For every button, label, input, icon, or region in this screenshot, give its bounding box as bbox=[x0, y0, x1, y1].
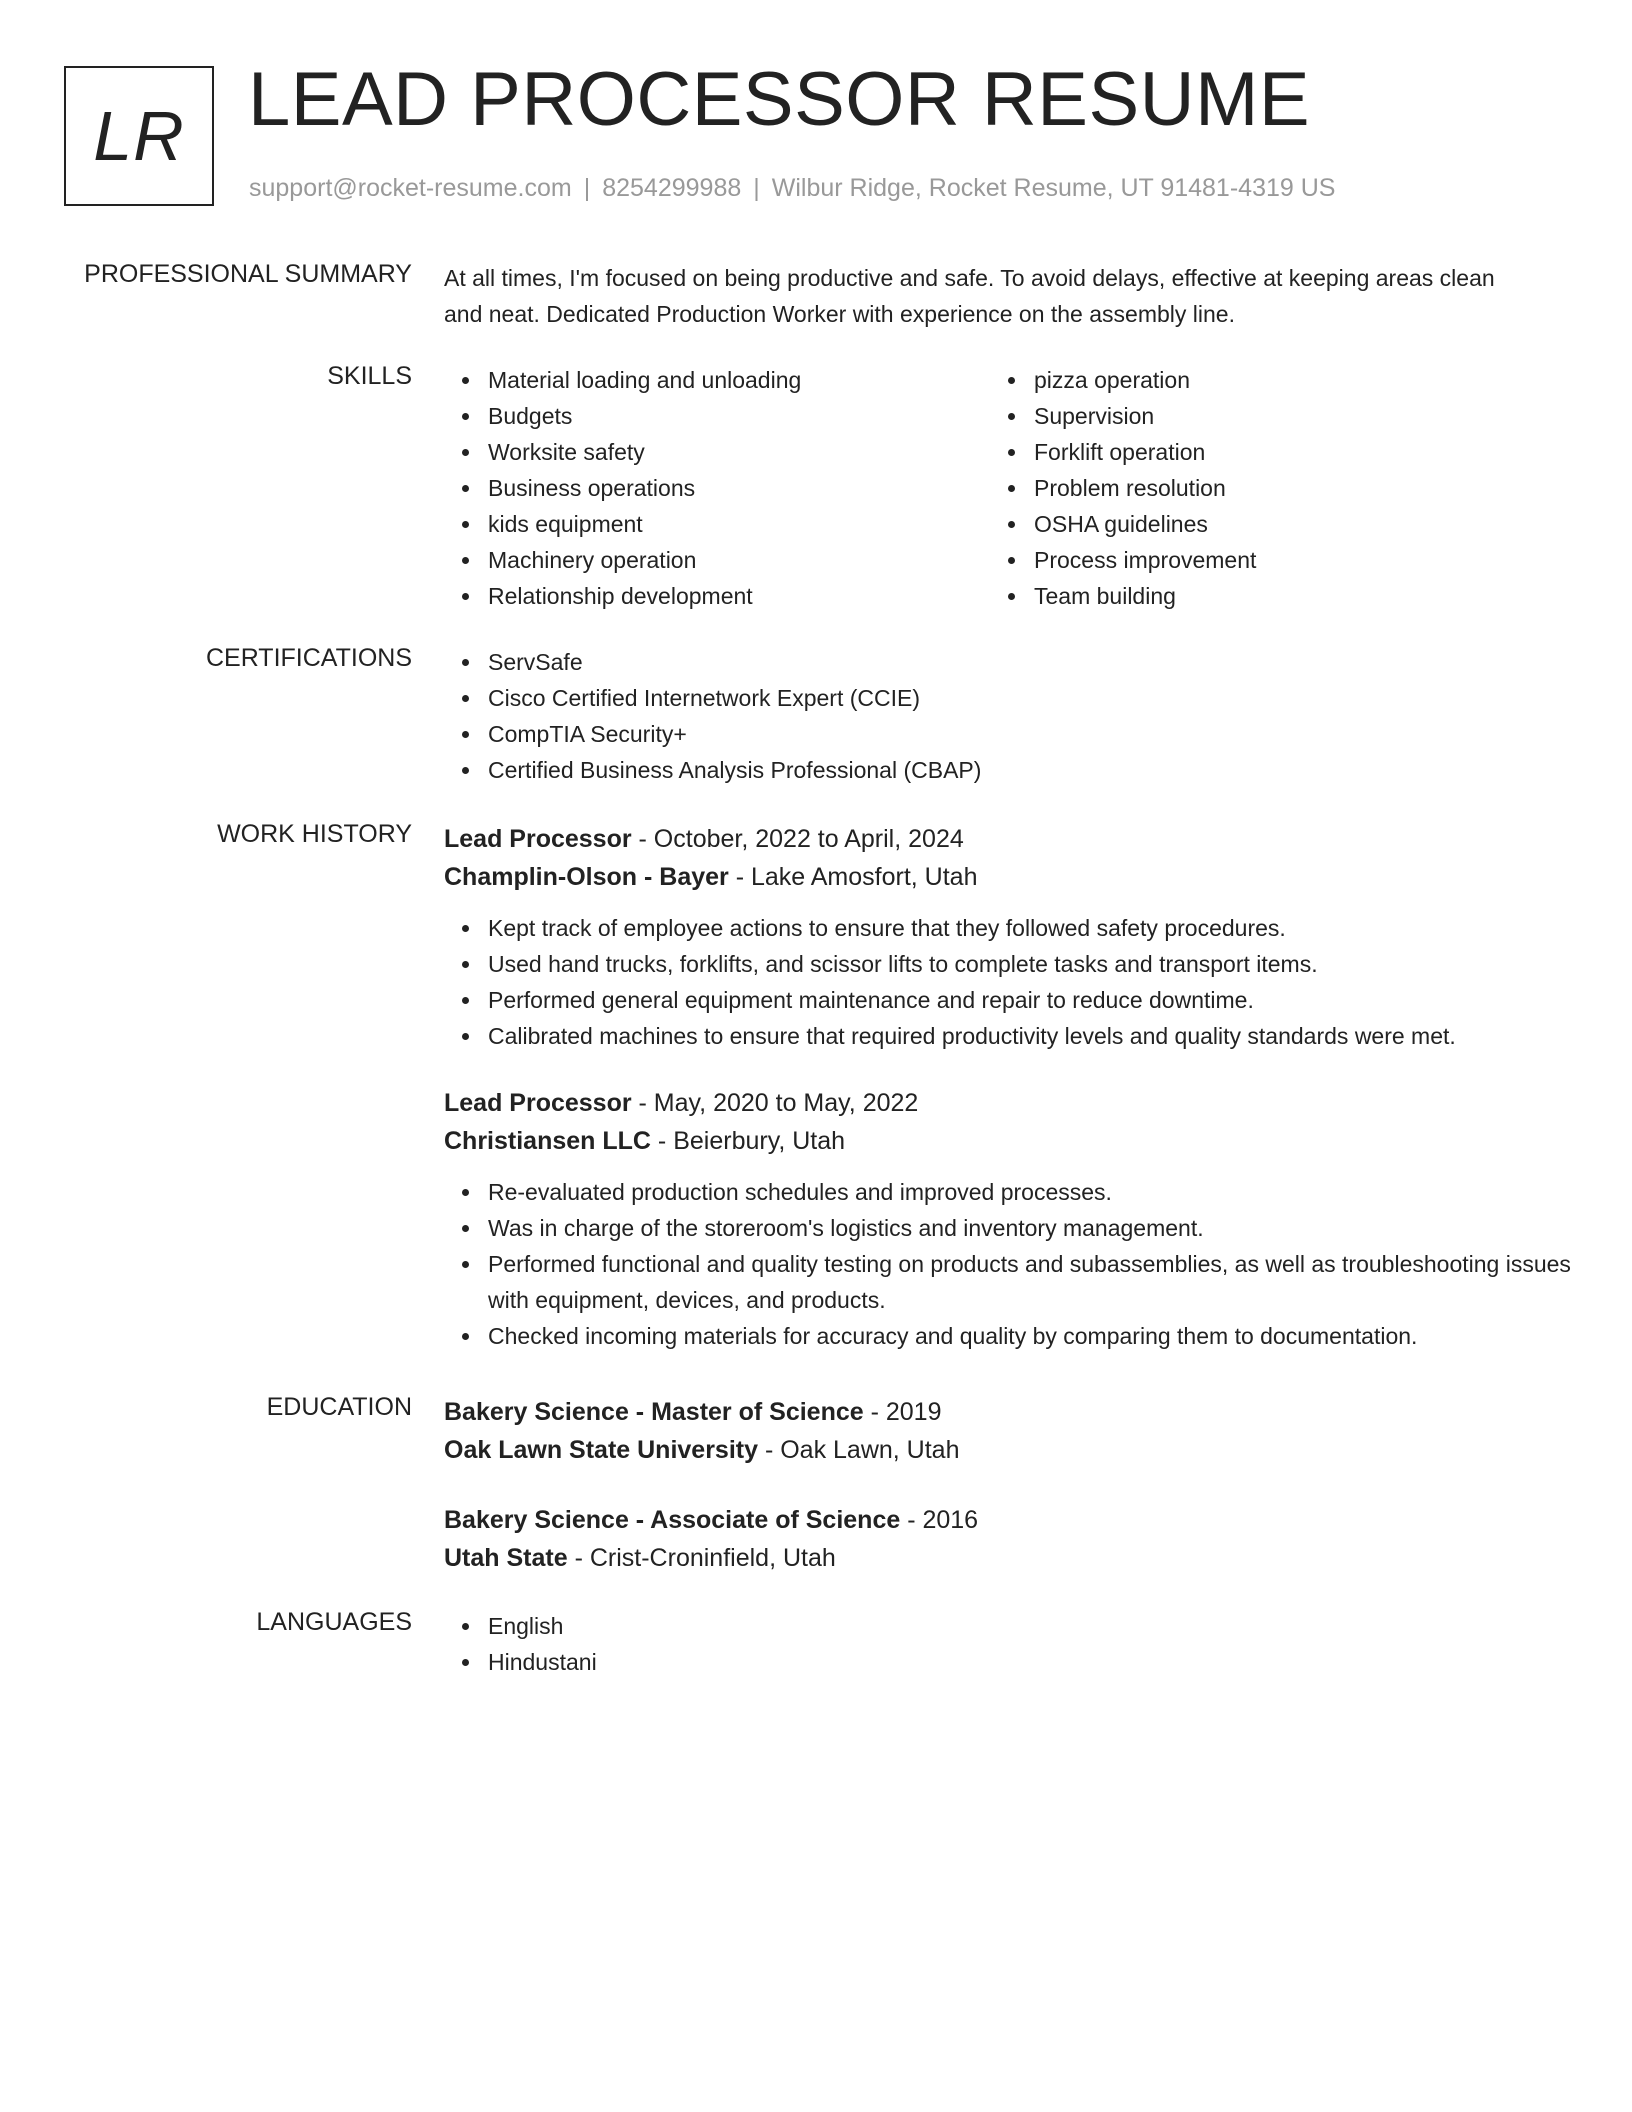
certification-item: CompTIA Security+ bbox=[444, 716, 1574, 752]
certification-item: Cisco Certified Internetwork Expert (CCIE) bbox=[444, 680, 1574, 716]
job-location: - Lake Amosfort, Utah bbox=[728, 863, 978, 891]
job-company: Christiansen LLC bbox=[444, 1127, 651, 1155]
job-dates: - May, 2020 to May, 2022 bbox=[631, 1089, 919, 1117]
education-entry bbox=[444, 1393, 1574, 1469]
education-location: - Oak Lawn, Utah bbox=[758, 1436, 960, 1464]
certifications-list bbox=[444, 644, 1574, 788]
job-bullet: Performed functional and quality testing on products and subassemblies, as well as troubleshooting issues with equipment, devices, and products. bbox=[444, 1246, 1574, 1318]
monogram-initials: LR bbox=[93, 97, 185, 175]
job-company-line bbox=[444, 858, 1574, 896]
job-bullet: Checked incoming materials for accuracy and quality by comparing them to documentation. bbox=[444, 1318, 1574, 1354]
section-label-education: EDUCATION bbox=[266, 1393, 412, 1421]
job-entry bbox=[444, 1084, 1574, 1354]
contact-phone: 8254299988 bbox=[602, 174, 742, 202]
contact-separator: | bbox=[753, 174, 760, 202]
education-degree-line bbox=[444, 1393, 1574, 1431]
skill-item: OSHA guidelines bbox=[990, 506, 1536, 542]
language-item: English bbox=[444, 1608, 1574, 1644]
skill-item: Forklift operation bbox=[990, 434, 1536, 470]
job-dates: - October, 2022 to April, 2024 bbox=[631, 825, 964, 853]
work-body bbox=[444, 820, 1574, 1384]
section-label-skills: SKILLS bbox=[327, 362, 412, 390]
skill-item: Material loading and unloading bbox=[444, 362, 990, 398]
education-degree: Bakery Science - Associate of Science bbox=[444, 1506, 901, 1534]
skill-item: pizza operation bbox=[990, 362, 1536, 398]
section-label-languages: LANGUAGES bbox=[256, 1608, 412, 1636]
skill-item: Relationship development bbox=[444, 578, 990, 614]
job-title: Lead Processor bbox=[444, 1089, 632, 1117]
job-title-line bbox=[444, 1084, 1574, 1122]
job-entry bbox=[444, 820, 1574, 1054]
certification-item: ServSafe bbox=[444, 644, 1574, 680]
contact-address: Wilbur Ridge, Rocket Resume, UT 91481-4319 US bbox=[771, 174, 1336, 202]
job-bullet: Calibrated machines to ensure that required productivity levels and quality standards were met. bbox=[444, 1018, 1574, 1054]
resume-title: LEAD PROCESSOR RESUME bbox=[248, 57, 1311, 142]
skill-item: kids equipment bbox=[444, 506, 990, 542]
job-title-line bbox=[444, 820, 1574, 858]
languages-list bbox=[444, 1608, 1574, 1680]
skill-item: Team building bbox=[990, 578, 1536, 614]
section-label-certifications: CERTIFICATIONS bbox=[205, 644, 412, 672]
certification-item: Certified Business Analysis Professional (CBAP) bbox=[444, 752, 1574, 788]
skill-item: Worksite safety bbox=[444, 434, 990, 470]
education-school-line bbox=[444, 1539, 1574, 1577]
skills-column-2 bbox=[990, 362, 1536, 614]
education-body bbox=[444, 1393, 1574, 1609]
job-bullet: Used hand trucks, forklifts, and scissor lifts to complete tasks and transport items. bbox=[444, 946, 1574, 982]
job-bullet: Re-evaluated production schedules and improved processes. bbox=[444, 1174, 1574, 1210]
summary-text: At all times, I'm focused on being productive and safe. To avoid delays, effective at keeping areas clean and neat. Dedicated Production Worker with experience on the assembly line. bbox=[444, 265, 1495, 327]
monogram-box bbox=[64, 66, 214, 206]
skills-body bbox=[444, 362, 1574, 614]
education-school: Utah State bbox=[444, 1544, 568, 1572]
languages-body bbox=[444, 1608, 1574, 1680]
skill-item: Problem resolution bbox=[990, 470, 1536, 506]
education-school-line bbox=[444, 1431, 1574, 1469]
job-company-line bbox=[444, 1122, 1574, 1160]
contact-email: support@rocket-resume.com bbox=[249, 174, 572, 202]
education-year: - 2016 bbox=[900, 1506, 979, 1534]
contact-line bbox=[249, 174, 1335, 203]
job-title: Lead Processor bbox=[444, 825, 632, 853]
education-degree: Bakery Science - Master of Science bbox=[444, 1398, 864, 1426]
job-bullet: Kept track of employee actions to ensure that they followed safety procedures. bbox=[444, 910, 1574, 946]
education-school: Oak Lawn State University bbox=[444, 1436, 759, 1464]
skill-item: Machinery operation bbox=[444, 542, 990, 578]
job-company: Champlin-Olson - Bayer bbox=[444, 863, 729, 891]
language-item: Hindustani bbox=[444, 1644, 1574, 1680]
job-bullet: Performed general equipment maintenance and repair to reduce downtime. bbox=[444, 982, 1574, 1018]
job-bullets bbox=[444, 1174, 1574, 1354]
section-label-summary: PROFESSIONAL SUMMARY bbox=[84, 260, 412, 288]
job-bullet: Was in charge of the storeroom's logistics and inventory management. bbox=[444, 1210, 1574, 1246]
skills-column-1 bbox=[444, 362, 990, 614]
education-entry bbox=[444, 1501, 1574, 1577]
section-label-work: WORK HISTORY bbox=[217, 820, 412, 848]
contact-separator: | bbox=[583, 174, 591, 202]
skill-item: Business operations bbox=[444, 470, 990, 506]
skill-item: Supervision bbox=[990, 398, 1536, 434]
education-degree-line bbox=[444, 1501, 1574, 1539]
skills-grid bbox=[444, 362, 1574, 614]
job-location: - Beierbury, Utah bbox=[650, 1127, 846, 1155]
education-location: - Crist-Croninfield, Utah bbox=[567, 1544, 836, 1572]
skill-item: Budgets bbox=[444, 398, 990, 434]
certifications-body bbox=[444, 644, 1574, 788]
education-year: - 2019 bbox=[863, 1398, 942, 1426]
skill-item: Process improvement bbox=[990, 542, 1536, 578]
job-bullets bbox=[444, 910, 1574, 1054]
